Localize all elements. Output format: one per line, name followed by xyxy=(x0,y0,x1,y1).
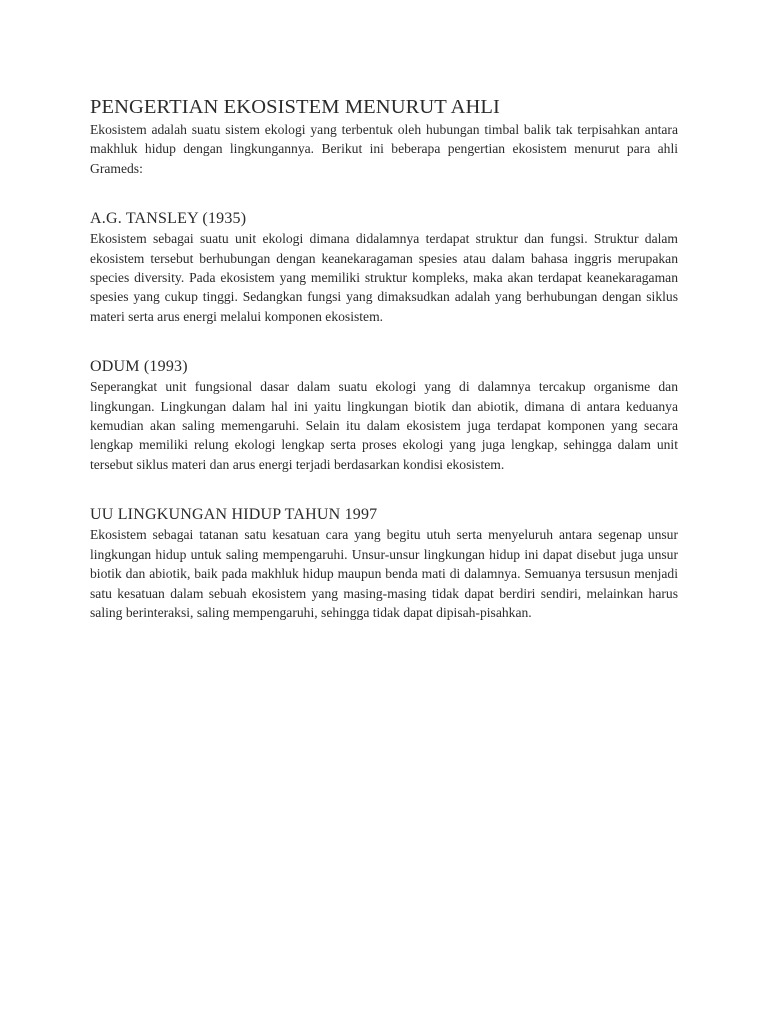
section-paragraph: Ekosistem sebagai suatu unit ekologi dimana didalamnya terdapat struktur dan fungsi. Struktur dalam ekosistem tersebut berhubungan dengan keanekaragaman spesies atau dalam bahasa inggris merupakan species diversity. Pada ekosistem yang memiliki struktur kompleks, maka akan terdapat keanekaragaman spesies yang cukup tinggi. Sedangkan fungsi yang dimaksudkan adalah yang berhubungan dengan siklus materi serta arus energi melalui komponen ekosistem. xyxy=(90,231,678,324)
section-uu-lingkungan-hidup xyxy=(90,505,678,622)
section-odum xyxy=(90,357,678,474)
page-title: PENGERTIAN EKOSISTEM MENURUT AHLI xyxy=(90,96,500,118)
intro-paragraph: Ekosistem adalah suatu sistem ekologi yang terbentuk oleh hubungan timbal balik tak terpisahkan antara makhluk hidup dengan lingkungannya. Berikut ini beberapa pengertian ekosistem menurut para ahli Grameds: xyxy=(90,122,678,176)
section-paragraph: Seperangkat unit fungsional dasar dalam suatu ekologi yang di dalamnya tercakup organisme dan lingkungan. Lingkungan dalam hal ini yaitu lingkungan biotik dan abiotik, dimana di antara keduanya kemudian akan saling memengaruhi. Selain itu dalam ekosistem juga terdapat komponen yang secara lengkap memiliki relung ekologi lengkap serta proses ekologi yang juga lengkap, sehingga dalam unit tersebut siklus materi dan arus energi terjadi berdasarkan kondisi ekosistem. xyxy=(90,379,678,472)
document-page xyxy=(90,94,678,622)
section-heading: UU LINGKUNGAN HIDUP TAHUN 1997 xyxy=(90,506,378,524)
section-heading: ODUM (1993) xyxy=(90,358,188,376)
section-heading: A.G. TANSLEY (1935) xyxy=(90,210,247,228)
section-paragraph: Ekosistem sebagai tatanan satu kesatuan cara yang begitu utuh serta menyeluruh antara segenap unsur lingkungan hidup untuk saling mempengaruhi. Unsur-unsur lingkungan hidup ini dapat disebut juga unsur biotik dan abiotik, baik pada makhluk hidup maupun benda mati di dalamnya. Semuanya tersusun menjadi satu kesatuan dalam sebuah ekosistem yang masing-masing tidak dapat berdiri sendiri, melainkan harus saling berinteraksi, saling mempengaruhi, sehingga tidak dapat dipisah-pisahkan. xyxy=(90,527,678,620)
section-tansley xyxy=(90,209,678,326)
